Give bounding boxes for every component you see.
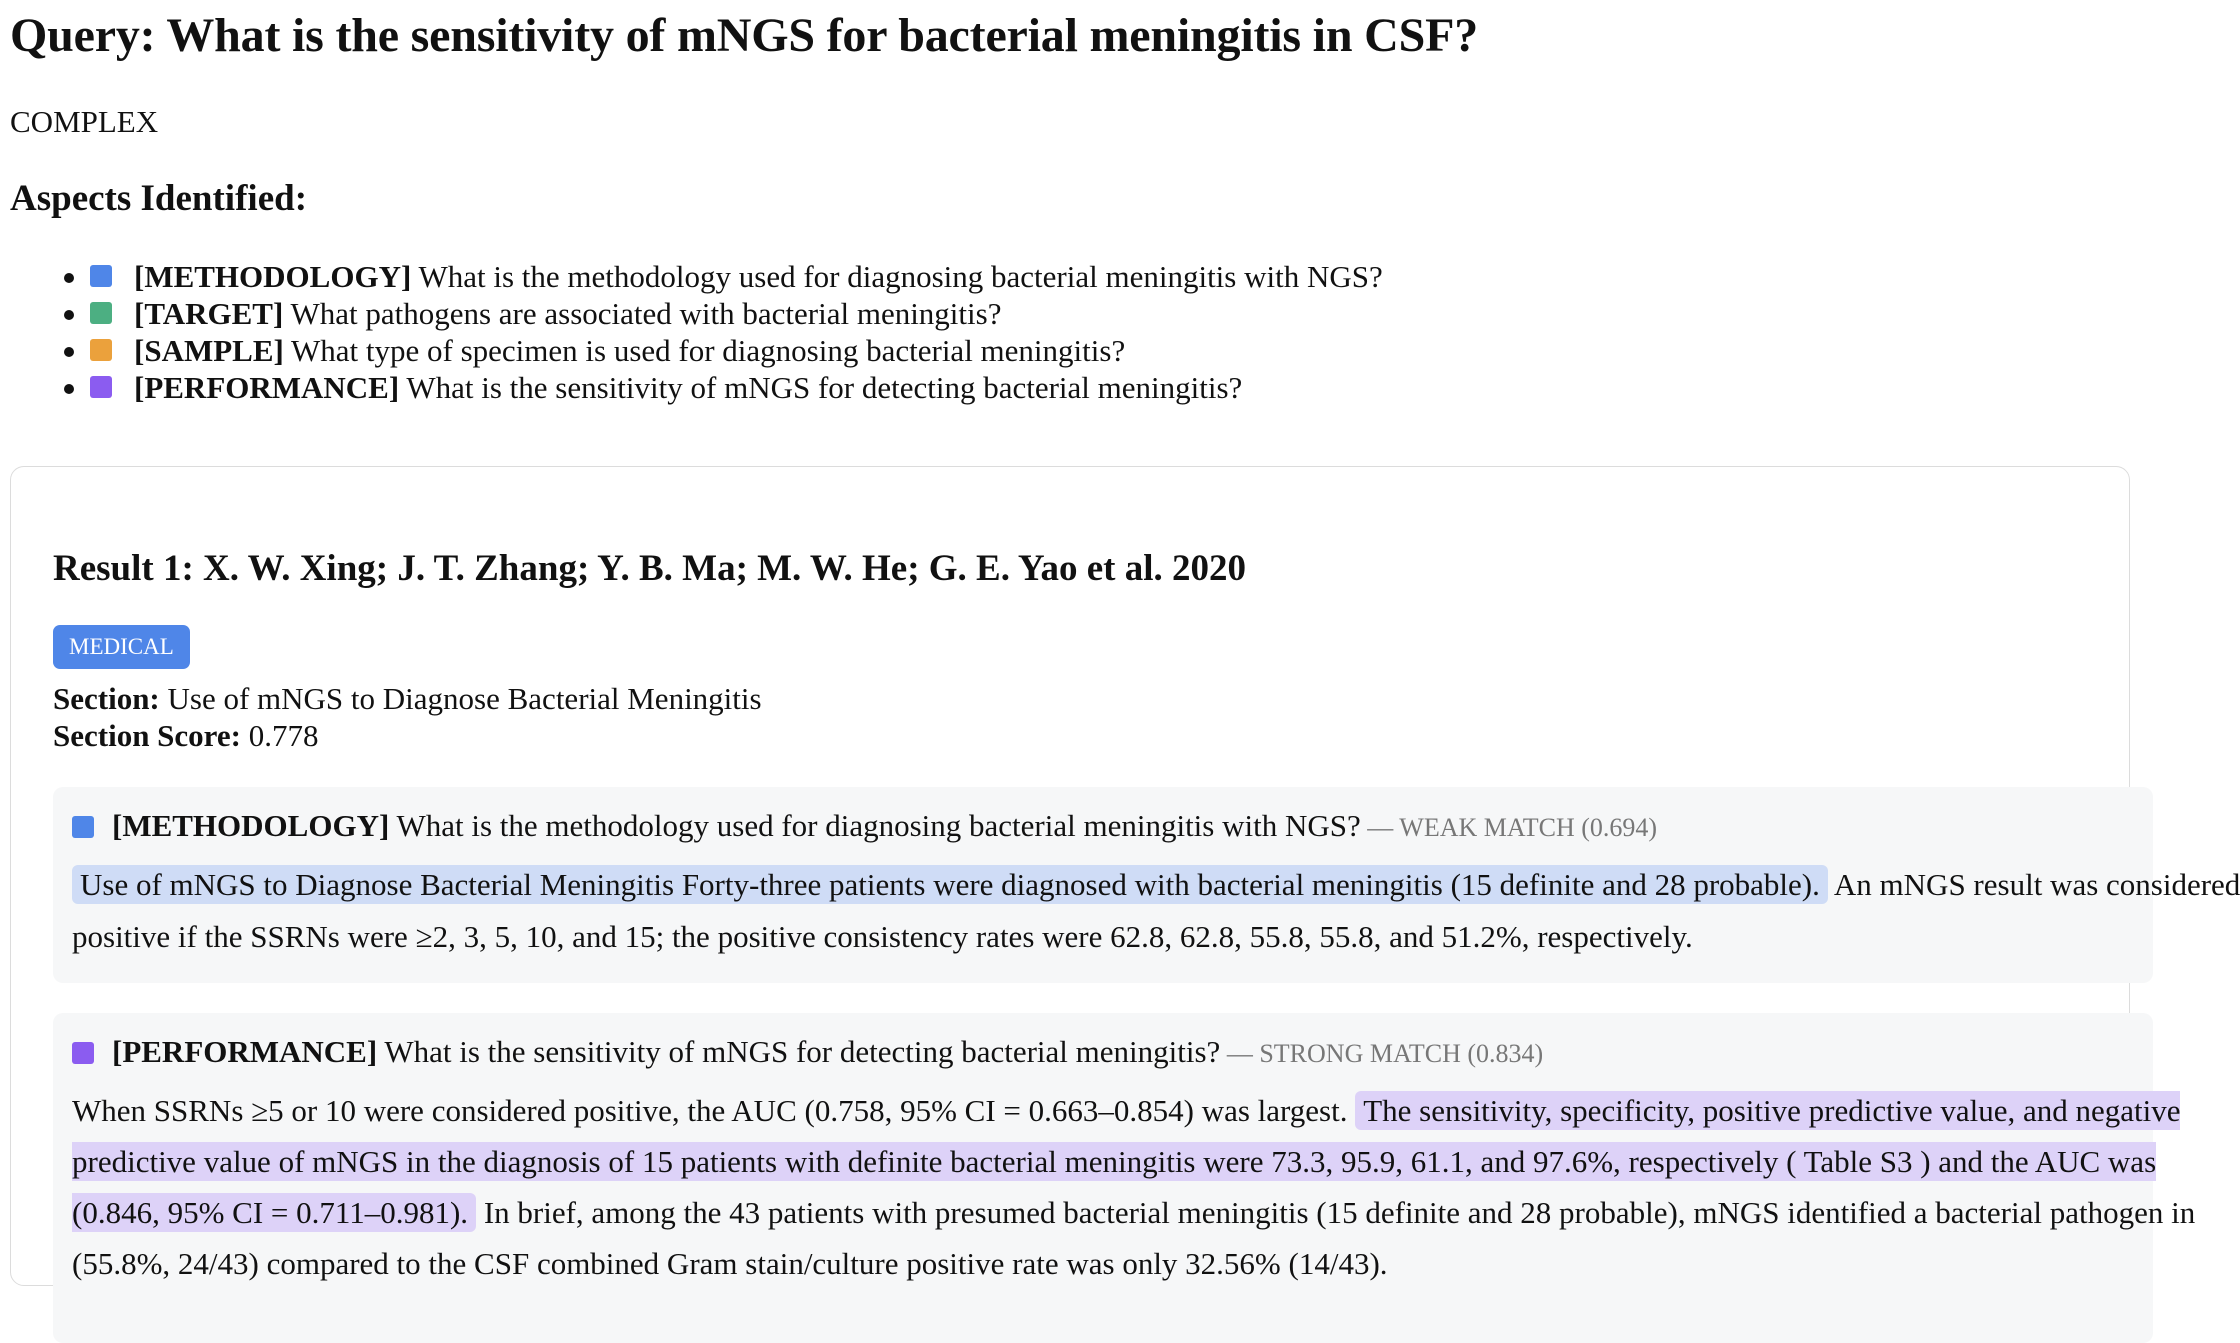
section-label: Section: xyxy=(53,681,160,716)
match-header xyxy=(72,1034,1543,1070)
highlighted-passage: Use of mNGS to Diagnose Bacterial Meningitis Forty-three patients were diagnosed with bacterial meningitis (15 definite and 28 probable). xyxy=(72,865,1828,904)
match-status: — STRONG MATCH (0.834) xyxy=(1220,1039,1544,1068)
aspect-tag: [TARGET] xyxy=(134,296,284,331)
aspect-text: What pathogens are associated with bacterial meningitis? xyxy=(283,296,1002,331)
query-title: Query: What is the sensitivity of mNGS for bacterial meningitis in CSF? xyxy=(10,9,1478,62)
aspect-tag: [PERFORMANCE] xyxy=(134,370,400,405)
aspect-list xyxy=(10,258,1383,406)
passage-text: When SSRNs ≥5 or 10 were considered positive, the AUC (0.758, 95% CI = 0.663–0.854) was largest. xyxy=(72,1093,1356,1128)
aspect-item-methodology xyxy=(10,258,1383,295)
section-score-label: Section Score: xyxy=(53,718,241,753)
result-title: Result 1: X. W. Xing; J. T. Zhang; Y. B. Ma; M. W. He; G. E. Yao et al. 2020 xyxy=(53,548,1246,589)
match-status: — WEAK MATCH (0.694) xyxy=(1360,813,1658,842)
passage-text: (55.8%, 24/43) compared to the CSF combined Gram stain/culture positive rate was only 32.56% (14/43). xyxy=(72,1246,1388,1281)
highlighted-passage: predictive value of mNGS in the diagnosis of 15 patients with definite bacterial meningitis were 73.3, 95.9, 61.1, and 97.6%, respectively ( Table S3 ) and the AUC was xyxy=(72,1144,2157,1179)
highlighted-passage: (0.846, 95% CI = 0.711–0.981). xyxy=(72,1193,476,1232)
match-question: What is the methodology used for diagnosing bacterial meningitis with NGS? xyxy=(389,808,1361,843)
aspect-tag: [SAMPLE] xyxy=(134,333,284,368)
section-score-line xyxy=(53,718,318,754)
passage-line xyxy=(72,1195,2195,1231)
methodology-color-square-icon xyxy=(90,265,112,287)
aspect-item-performance xyxy=(10,369,1383,406)
highlighted-passage: The sensitivity, specificity, positive predictive value, and negative xyxy=(1355,1091,2180,1130)
match-tag: [PERFORMANCE] xyxy=(112,1034,378,1069)
match-question: What is the sensitivity of mNGS for detecting bacterial meningitis? xyxy=(377,1034,1221,1069)
match-header xyxy=(72,808,1657,844)
passage-line xyxy=(72,919,1693,955)
aspect-text: What is the sensitivity of mNGS for detecting bacterial meningitis? xyxy=(399,370,1243,405)
aspect-text: What is the methodology used for diagnosing bacterial meningitis with NGS? xyxy=(411,259,1383,294)
bullet-icon xyxy=(64,310,74,320)
domain-badge: MEDICAL xyxy=(53,625,190,669)
bullet-icon xyxy=(64,347,74,357)
aspect-item-sample xyxy=(10,332,1383,369)
aspect-item-target xyxy=(10,295,1383,332)
passage-line xyxy=(72,867,2240,903)
sample-color-square-icon xyxy=(90,339,112,361)
passage-text: An mNGS result was considered xyxy=(1827,867,2240,902)
performance-color-square-icon xyxy=(90,376,112,398)
passage-text: positive if the SSRNs were ≥2, 3, 5, 10, and 15; the positive consistency rates were 62.8, 62.8, 55.8, 55.8, and 51.2%, respectively. xyxy=(72,919,1693,954)
passage-line xyxy=(72,1246,1388,1282)
performance-color-square-icon xyxy=(72,1042,94,1064)
match-tag: [METHODOLOGY] xyxy=(112,808,390,843)
bullet-icon xyxy=(64,384,74,394)
passage-text: In brief, among the 43 patients with presumed bacterial meningitis (15 definite and 28 probable), mNGS identified a bacterial pathogen in xyxy=(476,1195,2196,1230)
result-card xyxy=(10,466,2240,1286)
passage-line xyxy=(72,1144,2156,1180)
passage-line xyxy=(72,1093,2180,1129)
aspect-text: What type of specimen is used for diagnosing bacterial meningitis? xyxy=(283,333,1126,368)
complexity-label: COMPLEX xyxy=(10,104,159,139)
match-block-methodology xyxy=(53,787,2240,983)
section-line xyxy=(53,681,762,717)
match-block-performance xyxy=(53,1013,2196,1343)
section-value: Use of mNGS to Diagnose Bacterial Meningitis xyxy=(159,681,762,716)
section-score-value: 0.778 xyxy=(240,718,319,753)
aspects-heading: Aspects Identified: xyxy=(10,178,308,219)
methodology-color-square-icon xyxy=(72,816,94,838)
aspect-tag: [METHODOLOGY] xyxy=(134,259,412,294)
target-color-square-icon xyxy=(90,302,112,324)
bullet-icon xyxy=(64,273,74,283)
